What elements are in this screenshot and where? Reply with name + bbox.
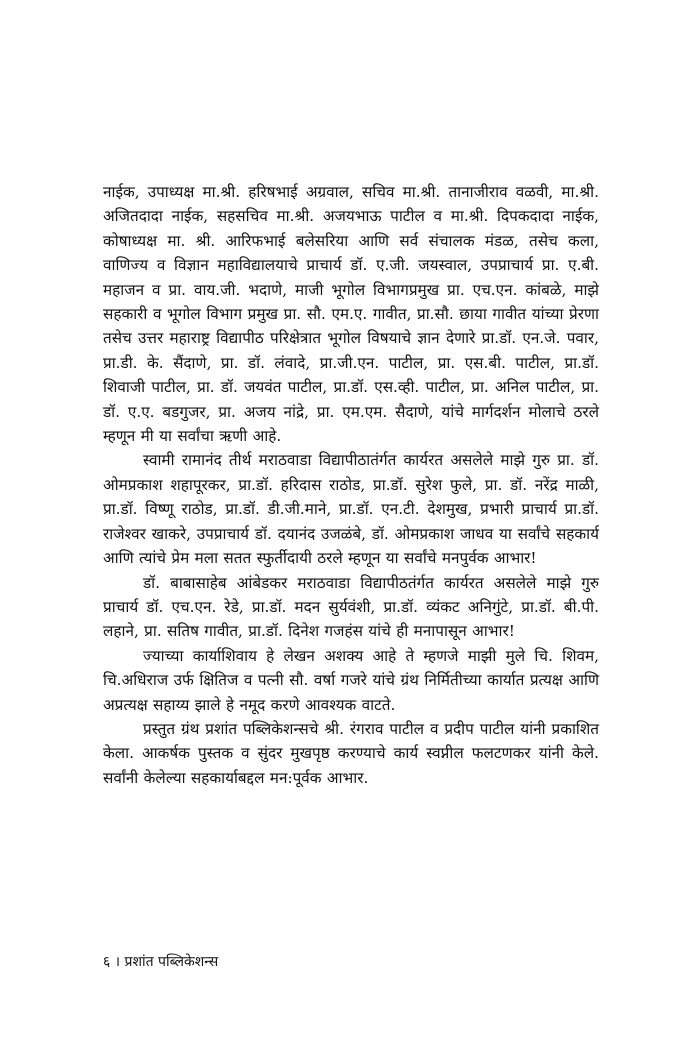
acknowledgement-text (103, 180, 599, 790)
paragraph-family: ज्याच्या कार्याशिवाय हे लेखन अशक्य आहे ते म्हणजे माझी मुले चि. शिवम, चि.अधिराज उर्फ क्षितिज व पत्नी सौ. वर्षा गजरे यांचे ग्रंथ निर्मितीच्या कार्यात प्रत्यक्ष आणि अप्रत्यक्ष सहाय्य झाले हे नमूद करणे आवश्यक वाटते. (103, 646, 599, 714)
paragraph-board-members: नाईक, उपाध्यक्ष मा.श्री. हरिषभाई अग्रवाल, सचिव मा.श्री. तानाजीराव वळवी, मा.श्री. अजितदादा नाईक, सहसचिव मा.श्री. अजयभाऊ पाटील व मा.श्री. दिपकदादा नाईक, कोषाध्यक्ष मा. श्री. आरिफभाई बलेसरिया आणि सर्व संचालक मंडळ, तसेच कला, वाणिज्य व विज्ञान महाविद्यालयाचे प्राचार्य डॉ. ए.जी. जयस्वाल, उपप्राचार्य प्रा. ए.बी. महाजन व प्रा. वाय.जी. भदाणे, माजी भूगोल विभागप्रमुख प्रा. एच.एन. कांबळे, माझे सहकारी व भूगोल विभाग प्रमुख प्रा. सौ. एम.ए. गावीत, प्रा.सौ. छाया गावीत यांच्या प्रेरणा तसेच उत्तर महाराष्ट्र विद्यापीठ परिक्षेत्रात भूगोल विषयाचे ज्ञान देणारे प्रा.डॉ. एन.जे. पवार, प्रा.डी. के. सैंदाणे, प्रा. डॉ. लंवादे, प्रा.जी.एन. पाटील, प्रा. एस.बी. पाटील, प्रा.डॉ. शिवाजी पाटील, प्रा. डॉ. जयवंत पाटील, प्रा.डॉ. एस.व्ही. पाटील, प्रा. अनिल पाटील, प्रा. डॉ. ए.ए. बडगुजर, प्रा. अजय नांद्रे, प्रा. एम.एम. सैदाणे, यांचे मार्गदर्शन मोलाचे ठरले म्हणून मी या सर्वांचा ऋणी आहे. (103, 183, 599, 446)
paragraph-swami-ramanand-university: स्वामी रामानंद तीर्थ मराठवाडा विद्यापीठातंर्गत कार्यरत असलेले माझे गुरु प्रा. डॉ. ओमप्रकाश शहापूरकर, प्रा.डॉ. हरिदास राठोड, प्रा.डॉ. सुरेश फुले, प्रा. डॉ. नरेंद्र माळी, प्रा.डॉ. विष्णू राठोड, प्रा.डॉ. डी.जी.माने, प्रा.डॉ. एन.टी. देशमुख, प्रभारी प्राचार्य प्रा.डॉ. राजेश्वर खाकरे, उपप्राचार्य डॉ. दयानंद उजळंबे, डॉ. ओमप्रकाश जाधव या सर्वांचे सहकार्य आणि त्यांचे प्रेम मला सतत स्फुर्तीदायी ठरले म्हणून या सर्वांचे मनपुर्वक आभार! (103, 451, 599, 568)
page-footer: ६ । प्रशांत पब्लिकेशन्स (103, 954, 219, 970)
paragraph-publisher: प्रस्तुत ग्रंथ प्रशांत पब्लिकेशन्सचे श्री. रंगराव पाटील व प्रदीप पाटील यांनी प्रकाशित केला. आकर्षक पुस्तक व सुंदर मुखपृष्ठ करण्याचे कार्य स्वप्नील फलटणकर यांनी केले. सर्वांनी केलेल्या सहकार्याबद्दल मन:पूर्वक आभार. (103, 719, 599, 787)
paragraph-ambedkar-university: डॉ. बाबासाहेब आंबेडकर मराठवाडा विद्यापीठतंर्गत कार्यरत असलेले माझे गुरु प्राचार्य डॉ. एच.एन. रेडे, प्रा.डॉ. मदन सुर्यवंशी, प्रा.डॉ. व्यंकट अनिगुंटे, प्रा.डॉ. बी.पी. लहाने, प्रा. सतिष गावीत, प्रा.डॉ. दिनेश गजहंस यांचे ही मनापासून आभार! (103, 573, 599, 641)
